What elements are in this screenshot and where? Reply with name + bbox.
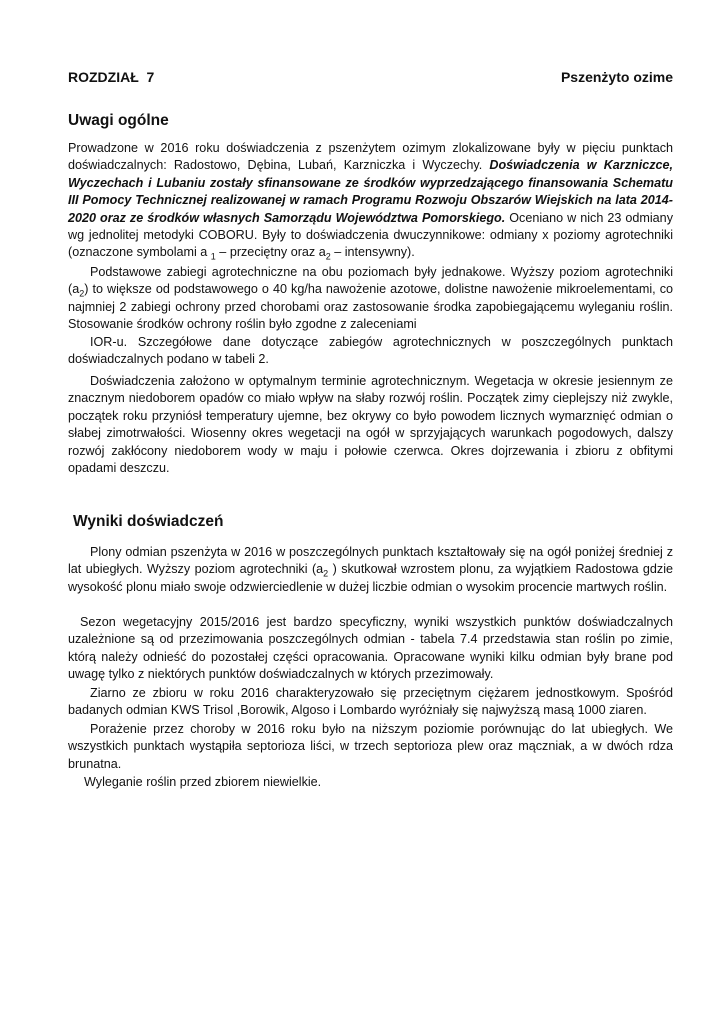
crop-name: Pszenżyto ozime	[560, 69, 673, 85]
text-run: Plony odmian pszenżyta w 2016 w poszczególnych punktach kształtowały się na ogół poniżej średniej z lat ubiegłych. Wyższy poziom agrotechniki (a	[68, 545, 673, 577]
section-title-general-remarks: Uwagi ogólne	[68, 112, 169, 129]
text-run: ) skutkował wzrostem plonu, za wyjątkiem Radostowa gdzie wysokość plonu miało swoje odzwierciedlenie w dużej liczbie odmian o wysokim procencie martwych roślin.	[68, 562, 673, 594]
text-run: Oceniano w nich 23 odmiany wg jednolitej metodyki COBORU. Były to doświadczenia dwuczynnikowe: odmiany x poziomy agrotechniki (oznaczone symbolami a	[68, 210, 673, 260]
funding-note: Doświadczenia w Karzniczce, Wyczechach i Lubaniu zostały sfinansowane ze środków wyprzedzającego finansowania Schematu III Pomocy Technicznej realizowanej w ramach Programu Rozwoju Obszarów Wiejskich na lata 2014-2020 oraz ze środków własnych Samorządu Województwa Pomorskiego.	[68, 158, 673, 225]
text-run: ) to większe od podstawowego o 40 kg/ha nawożenie azotowe, dolistne nawożenie mikroelementami, co najmniej 2 zabiegi ochrony przed chorobami oraz zastosowanie środka zapobiegającemu wyleganiu roślin. Stosowanie środków ochrony roślin było zgodne z zaleceniami	[68, 282, 673, 332]
text-run: – przeciętny oraz a	[215, 245, 326, 260]
text-run: Podstawowe zabiegi agrotechniczne na obu poziomach były jednakowe. Wyższy poziom agrotechniki (a	[68, 265, 673, 297]
subscript: 1	[210, 251, 216, 262]
subscript: 2	[79, 288, 85, 299]
subscript: 2	[325, 251, 331, 262]
paragraph-general-2	[68, 264, 673, 334]
subscript: 2	[323, 568, 329, 579]
chapter-label: ROZDZIAŁ 7	[68, 69, 155, 85]
chapter-header	[68, 69, 673, 85]
section-title-results: Wyniki doświadczeń	[73, 513, 224, 530]
text-run: – intensywny).	[330, 245, 415, 260]
paragraph-results-5: Wyleganie roślin przed zbiorem niewielkie.	[84, 775, 322, 789]
paragraph-general-4: Doświadczenia założono w optymalnym terminie agrotechnicznym. Wegetacja w okresie jesiennym ze znacznym niedoborem opadów co miało wpływ na słaby rozwój roślin. Początek zimy cieplejszy niż zwykle, początek roku przyniósł temperatury ujemne, bez okrywy co było powodem licznych wymarznięć odmian o słabej zimotrwałości. Wiosenny okres wegetacji na ogół w sprzyjających warunkach pogodowych, dalszy rozwój zakłócony niedoborem wody w maju i połowie czerwca. Okres dojrzewania i zbioru z obfitymi opadami deszczu.	[68, 374, 673, 476]
paragraph-results-3: Ziarno ze zbioru w roku 2016 charakteryzowało się przeciętnym ciężarem jednostkowym. Spośród badanych odmian KWS Trisol ,Borowik, Algoso i Lombardo wyróżniały się najwyższą masą 1000 ziaren.	[68, 686, 673, 718]
paragraph-general-1	[68, 140, 673, 262]
paragraph-general-3: IOR-u. Szczegółowe dane dotyczące zabiegów agrotechnicznych w poszczególnych punktach doświadczalnych podano w tabeli 2.	[68, 335, 673, 367]
paragraph-results-1	[68, 544, 673, 596]
text-run: Prowadzone w 2016 roku doświadczenia z pszenżytem ozimym zlokalizowane były w pięciu punktach doświadczalnych: Radostowo, Dębina, Lubań, Karzniczka i Wyczechy.	[68, 141, 673, 173]
paragraph-results-2: Sezon wegetacyjny 2015/2016 jest bardzo specyficzny, wyniki wszystkich punktów doświadczalnych uzależnione są od przezimowania poszczególnych odmian - tabela 7.4 przedstawia stan roślin po zimie, którą należy odnieść do pozostałej części opracowania. Opracowane wyniki kilku odmian były brane pod uwagę tylko z niektórych punktów doświadczalnych w których przezimowały.	[68, 615, 673, 682]
paragraph-results-4: Porażenie przez choroby w 2016 roku było na niższym poziomie porównując do lat ubiegłych. We wszystkich punktach wystąpiła septorioza liści, w trzech septorioza plew oraz mączniak, a w dwóch rdza brunatna.	[68, 722, 673, 771]
